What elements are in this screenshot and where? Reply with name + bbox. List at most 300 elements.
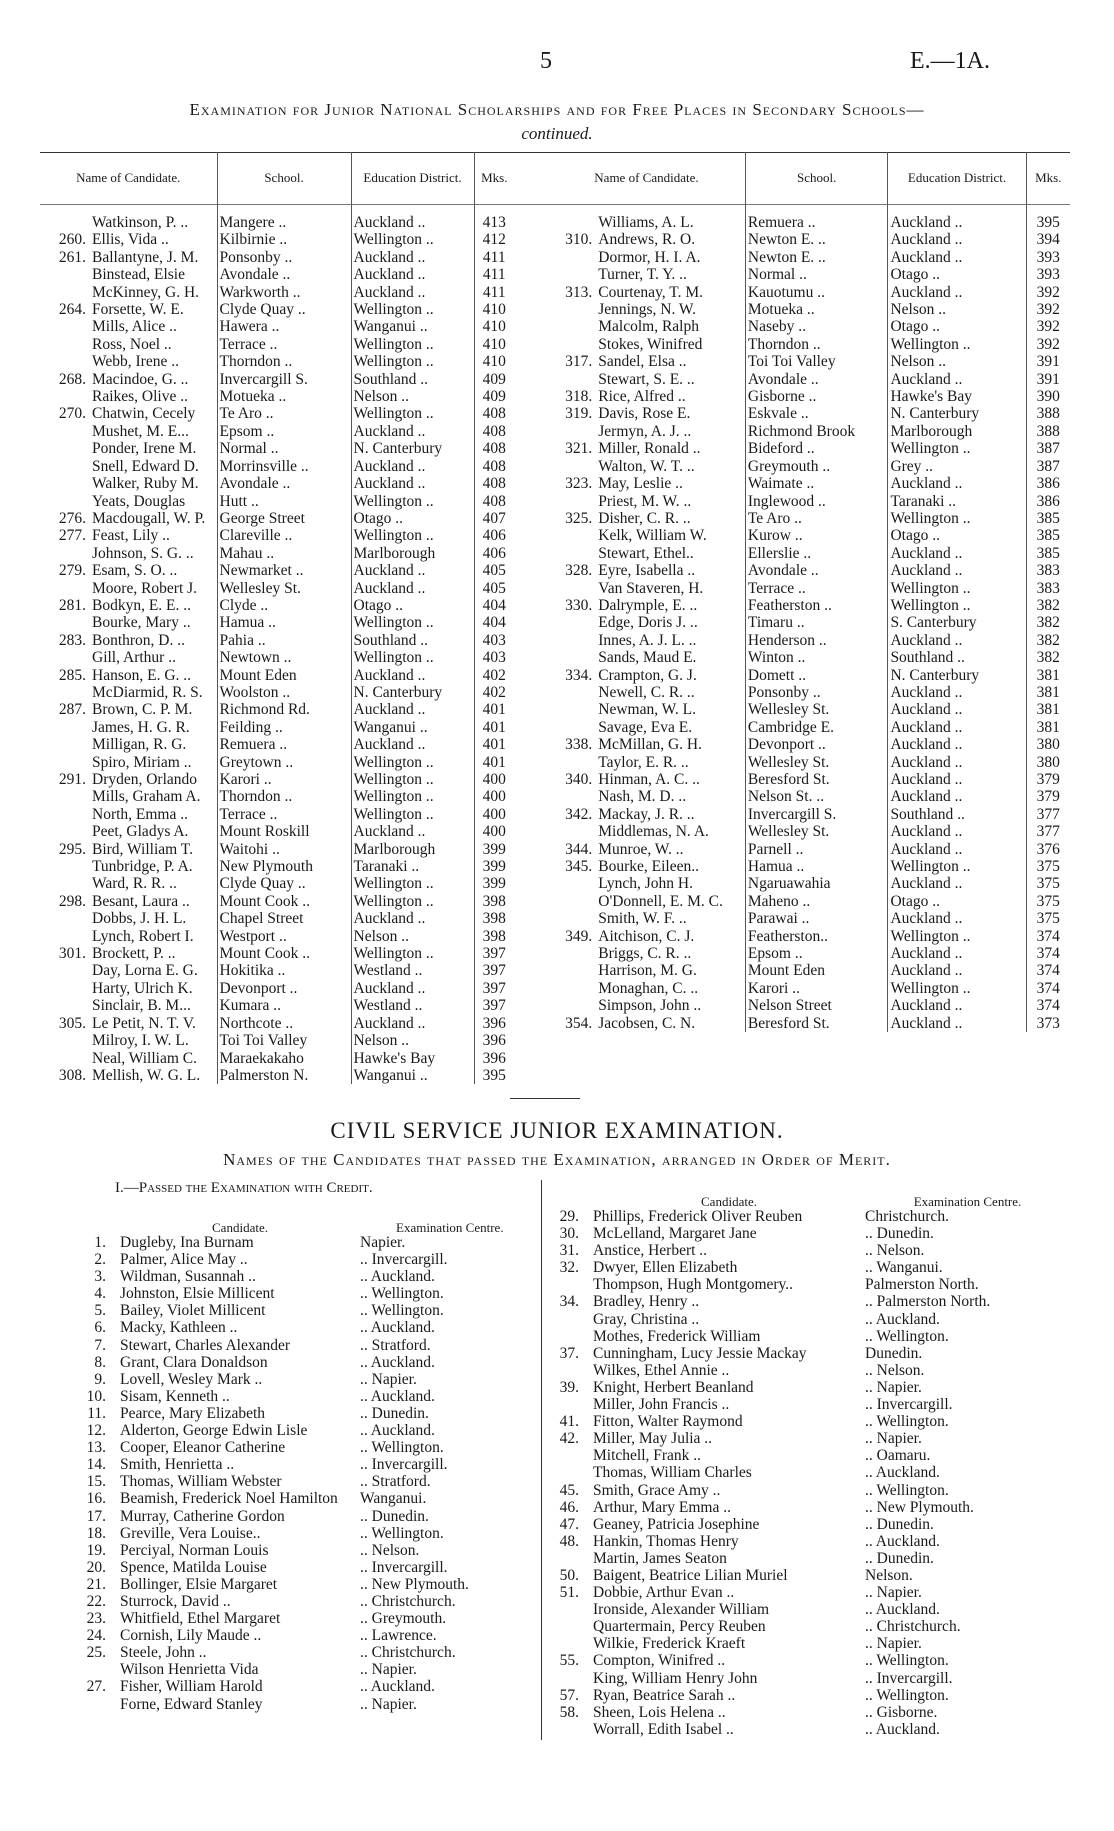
table-row	[548, 997, 1070, 1014]
candidate-name: Greville, Vera Louise..	[120, 1524, 261, 1542]
rank	[40, 440, 90, 457]
list-item	[60, 1285, 520, 1302]
school: Te Aro ..	[217, 405, 351, 422]
school: Wellesley St.	[217, 580, 351, 597]
table-row	[548, 266, 1070, 283]
candidate-name: Simpson, John ..	[596, 997, 745, 1014]
candidate-name: Brockett, P. ..	[90, 945, 217, 962]
marks: 404	[482, 614, 506, 632]
candidate-name: Anstice, Herbert ..	[593, 1242, 708, 1260]
table-header-row	[548, 152, 1070, 204]
candidate-name: Compton, Winifred ..	[593, 1652, 726, 1670]
marks: 376	[1036, 840, 1060, 858]
table-row	[548, 893, 1070, 910]
table-row	[548, 301, 1070, 318]
list-item	[545, 1618, 1070, 1635]
school: Beresford St.	[745, 1015, 888, 1032]
rank	[60, 1696, 120, 1713]
rank: 276.	[58, 509, 86, 527]
civil-list-left	[60, 1204, 520, 1713]
rank	[545, 1396, 593, 1413]
candidate-name: Steele, John ..	[120, 1644, 207, 1662]
district: Wellington ..	[351, 771, 474, 788]
rank	[545, 1670, 593, 1687]
candidate-name: Johnston, Elsie Millicent	[120, 1285, 275, 1303]
table-row	[548, 754, 1070, 771]
list-item	[545, 1345, 1070, 1362]
table-row	[548, 318, 1070, 335]
school: Thorndon ..	[217, 788, 351, 805]
rank: 55.	[559, 1652, 579, 1670]
school: Mangere ..	[217, 214, 351, 231]
marks: 381	[1036, 683, 1060, 701]
district: Otago ..	[888, 527, 1026, 544]
school: Chapel Street	[217, 910, 351, 927]
marks: 394	[1036, 231, 1060, 249]
examination-centre: .. Wellington.	[360, 1285, 444, 1303]
examination-centre: .. Auckland.	[865, 1310, 940, 1328]
list-item	[545, 1276, 1070, 1293]
candidate-name: Harty, Ulrich K.	[90, 980, 217, 997]
marks: 387	[1036, 457, 1060, 475]
district: Auckland ..	[351, 736, 474, 753]
rank: 310.	[565, 231, 593, 249]
table-row	[40, 980, 514, 997]
candidate-name: Crampton, G. J.	[596, 667, 745, 684]
marks: 377	[1036, 805, 1060, 823]
rank	[40, 493, 90, 510]
rank	[545, 1635, 593, 1652]
candidate-name: Wilson Henrietta Vida	[120, 1661, 259, 1679]
header-school: School.	[745, 152, 888, 204]
district: Auckland ..	[888, 562, 1026, 579]
rank	[40, 649, 90, 666]
district: Southland ..	[888, 649, 1026, 666]
candidate-name: Nash, M. D. ..	[596, 788, 745, 805]
page-number: 5	[540, 48, 552, 74]
school: Hamua ..	[745, 858, 888, 875]
rank: 16.	[86, 1490, 106, 1508]
marks: 408	[482, 405, 506, 423]
candidate-name: Mackay, J. R. ..	[596, 806, 745, 823]
candidate-name: Bourke, Mary ..	[90, 614, 217, 631]
table-row	[40, 788, 514, 805]
rank	[548, 980, 596, 997]
district: Wellington ..	[888, 510, 1026, 527]
rank: 277.	[58, 527, 86, 545]
candidate-name: Cooper, Eleanor Catherine	[120, 1439, 286, 1457]
marks: 406	[482, 544, 506, 562]
list-item	[60, 1644, 520, 1661]
marks: 391	[1036, 353, 1060, 371]
school: Motueka ..	[745, 301, 888, 318]
rank: 19.	[86, 1541, 106, 1559]
rank: 12.	[86, 1422, 106, 1440]
rank	[548, 493, 596, 510]
list-item	[60, 1354, 520, 1371]
marks: 393	[1036, 266, 1060, 284]
section-divider	[510, 1098, 580, 1099]
marks: 392	[1036, 318, 1060, 336]
rank	[40, 1050, 90, 1067]
table-row	[548, 823, 1070, 840]
marks: 380	[1036, 736, 1060, 754]
rank: 30.	[559, 1225, 579, 1243]
candidate-name: Macdougall, W. P.	[90, 510, 217, 527]
examination-centre: Napier.	[360, 1234, 406, 1251]
table-row	[548, 667, 1070, 684]
table-row	[40, 736, 514, 753]
marks: 386	[1036, 492, 1060, 510]
rank	[40, 336, 90, 353]
candidate-name: Bird, William T.	[90, 841, 217, 858]
examination-centre: .. Auckland.	[360, 1422, 435, 1440]
school: Newton E. ..	[745, 231, 888, 248]
rank	[548, 910, 596, 927]
rank: 4.	[94, 1285, 106, 1303]
examination-centre: .. Lawrence.	[360, 1627, 437, 1645]
rank: 342.	[565, 805, 593, 823]
school: Terrace ..	[217, 806, 351, 823]
candidate-name: Palmer, Alice May ..	[120, 1251, 248, 1269]
school: Newton E. ..	[745, 249, 888, 266]
district: Auckland ..	[888, 701, 1026, 718]
rank: 39.	[559, 1378, 579, 1396]
candidate-name: Spiro, Miriam ..	[90, 754, 217, 771]
candidate-name: Moore, Robert J.	[90, 580, 217, 597]
table-row	[548, 336, 1070, 353]
candidate-name: Miller, John Francis ..	[593, 1396, 730, 1414]
examination-centre: .. Invercargill.	[360, 1558, 448, 1576]
table-row	[40, 962, 514, 979]
district: Wellington ..	[351, 806, 474, 823]
marks: 381	[1036, 718, 1060, 736]
candidate-name: Forsette, W. E.	[90, 301, 217, 318]
rank	[548, 684, 596, 701]
candidate-name: McMillan, G. H.	[596, 736, 745, 753]
candidate-name: Walker, Ruby M.	[90, 475, 217, 492]
district: Wellington ..	[351, 336, 474, 353]
examination-centre: .. Dunedin.	[865, 1549, 934, 1567]
header-district: Education District.	[888, 152, 1026, 204]
table-row	[40, 423, 514, 440]
table-row	[40, 527, 514, 544]
candidate-name: Innes, A. J. L. ..	[596, 632, 745, 649]
rank	[548, 336, 596, 353]
examination-centre: .. Wellington.	[360, 1439, 444, 1457]
school: Avondale ..	[217, 266, 351, 283]
district: Wellington ..	[888, 440, 1026, 457]
school: Pahia ..	[217, 632, 351, 649]
district: Nelson ..	[351, 928, 474, 945]
examination-centre: .. Auckland.	[360, 1319, 435, 1337]
list-item	[60, 1610, 520, 1627]
candidate-name: Rice, Alfred ..	[596, 388, 745, 405]
marks: 374	[1036, 997, 1060, 1015]
school: Ellerslie ..	[745, 545, 888, 562]
school: Wellesley St.	[745, 754, 888, 771]
marks: 385	[1036, 544, 1060, 562]
candidate-name: Dugleby, Ina Burnam	[120, 1234, 254, 1251]
candidate-name: Beamish, Frederick Noel Hamilton	[120, 1490, 338, 1508]
district: Auckland ..	[351, 475, 474, 492]
rank: 313.	[565, 283, 593, 301]
scholarship-title: Examination for Junior National Scholarships and for Free Places in Secondary Schools—	[189, 100, 925, 119]
list-item	[545, 1550, 1070, 1567]
district: Wellington ..	[351, 754, 474, 771]
candidate-name: Smith, W. F. ..	[596, 910, 745, 927]
school: Warkworth ..	[217, 284, 351, 301]
school: George Street	[217, 510, 351, 527]
district: Otago ..	[888, 318, 1026, 335]
district: Wellington ..	[351, 945, 474, 962]
candidate-name: Ryan, Beatrice Sarah ..	[593, 1686, 736, 1704]
school: Avondale ..	[745, 371, 888, 388]
marks: 375	[1036, 858, 1060, 876]
table-row	[548, 701, 1070, 718]
examination-centre: .. Greymouth.	[360, 1610, 447, 1628]
marks: 398	[482, 910, 506, 928]
district: Auckland ..	[888, 684, 1026, 701]
district: Auckland ..	[351, 423, 474, 440]
rank	[40, 388, 90, 405]
table-row	[548, 249, 1070, 266]
table-row	[40, 719, 514, 736]
rank: 325.	[565, 509, 593, 527]
table-row	[40, 858, 514, 875]
district: Southland ..	[888, 806, 1026, 823]
rank	[548, 719, 596, 736]
list-item	[60, 1405, 520, 1422]
rank	[40, 284, 90, 301]
school: Parawai ..	[745, 910, 888, 927]
candidate-name: Mitchell, Frank ..	[593, 1447, 702, 1465]
section-heading: I.—Passed the Examination with Credit.	[115, 1180, 373, 1196]
table-row	[548, 858, 1070, 875]
marks: 375	[1036, 875, 1060, 893]
school: Thorndon ..	[217, 353, 351, 370]
table-row	[40, 771, 514, 788]
header-name: Name of Candidate.	[40, 152, 217, 204]
marks: 403	[482, 631, 506, 649]
district: Auckland ..	[888, 231, 1026, 248]
district: N. Canterbury	[888, 405, 1026, 422]
district: Taranaki ..	[351, 858, 474, 875]
rank: 268.	[58, 370, 86, 388]
marks: 408	[482, 422, 506, 440]
school: Henderson ..	[745, 632, 888, 649]
table-row	[40, 249, 514, 266]
table-row	[40, 510, 514, 527]
rank	[545, 1618, 593, 1635]
list-item	[545, 1396, 1070, 1413]
table-row	[40, 823, 514, 840]
district: Auckland ..	[351, 701, 474, 718]
candidate-name: Macindoe, G. ..	[90, 371, 217, 388]
table-row	[548, 423, 1070, 440]
marks: 396	[482, 1032, 506, 1050]
marks: 388	[1036, 422, 1060, 440]
list-item	[545, 1482, 1070, 1499]
school: Morrinsville ..	[217, 458, 351, 475]
rank: 321.	[565, 440, 593, 458]
school: Clyde Quay ..	[217, 875, 351, 892]
rank: 51.	[559, 1584, 579, 1602]
table-row	[40, 945, 514, 962]
table-row	[40, 754, 514, 771]
district: Marlborough	[351, 841, 474, 858]
examination-centre: .. Auckland.	[360, 1353, 435, 1371]
candidate-name: Alderton, George Edwin Lisle	[120, 1422, 308, 1440]
school: Te Aro ..	[745, 510, 888, 527]
candidate-name: Bourke, Eileen..	[596, 858, 745, 875]
list-item	[545, 1533, 1070, 1550]
list-item	[60, 1661, 520, 1678]
district: Wellington ..	[351, 493, 474, 510]
table-row	[548, 649, 1070, 666]
rank	[548, 893, 596, 910]
table-row	[548, 736, 1070, 753]
rank	[545, 1721, 593, 1738]
list-header-row	[60, 1204, 520, 1234]
examination-centre: .. Napier.	[865, 1584, 922, 1602]
school: Kurow ..	[745, 527, 888, 544]
school: Karori ..	[745, 980, 888, 997]
school: Toi Toi Valley	[217, 1032, 351, 1049]
examination-centre: .. Auckland.	[865, 1601, 940, 1619]
school: Greytown ..	[217, 754, 351, 771]
rank	[40, 353, 90, 370]
candidate-name: Mothes, Frederick William	[593, 1327, 761, 1345]
list-item	[60, 1302, 520, 1319]
marks: 405	[482, 562, 506, 580]
district: Wellington ..	[351, 875, 474, 892]
school: Avondale ..	[745, 562, 888, 579]
marks: 400	[482, 805, 506, 823]
scholarship-table-left	[40, 152, 514, 1084]
table-row	[548, 614, 1070, 631]
marks: 396	[482, 1049, 506, 1067]
district: Auckland ..	[351, 458, 474, 475]
school: Richmond Rd.	[217, 701, 351, 718]
candidate-name: Lynch, Robert I.	[90, 928, 217, 945]
marks: 401	[482, 718, 506, 736]
candidate-name: Ironside, Alexander William	[593, 1601, 770, 1619]
marks: 412	[482, 231, 506, 249]
district: Nelson ..	[888, 353, 1026, 370]
rank: 283.	[58, 631, 86, 649]
candidate-name: Aitchison, C. J.	[596, 928, 745, 945]
district: Auckland ..	[888, 875, 1026, 892]
school: Invercargill S.	[745, 806, 888, 823]
table-row	[548, 493, 1070, 510]
marks: 396	[482, 1014, 506, 1032]
marks: 399	[482, 875, 506, 893]
candidate-name: Fisher, William Harold	[120, 1678, 263, 1696]
table-row	[40, 353, 514, 370]
district: Wellington ..	[351, 231, 474, 248]
table-row	[548, 1015, 1070, 1032]
examination-centre: .. Wellington.	[865, 1327, 949, 1345]
candidate-name: Snell, Edward D.	[90, 458, 217, 475]
district: Auckland ..	[351, 667, 474, 684]
list-item	[60, 1593, 520, 1610]
list-item	[545, 1584, 1070, 1601]
list-item	[60, 1439, 520, 1456]
district: Auckland ..	[351, 214, 474, 231]
candidate-name: Dalrymple, E. ..	[596, 597, 745, 614]
candidate-name: Sands, Maud E.	[596, 649, 745, 666]
rank	[40, 788, 90, 805]
list-item	[545, 1430, 1070, 1447]
table-row	[40, 597, 514, 614]
marks: 408	[482, 440, 506, 458]
candidate-name: Stokes, Winifred	[596, 336, 745, 353]
list-item	[60, 1490, 520, 1507]
candidate-name: Lovell, Wesley Mark ..	[120, 1370, 263, 1388]
candidate-name: Grant, Clara Donaldson	[120, 1353, 268, 1371]
candidate-name: Monaghan, C. ..	[596, 980, 745, 997]
district: Wellington ..	[351, 614, 474, 631]
candidate-name: Dwyer, Ellen Elizabeth	[593, 1259, 738, 1277]
list-item	[60, 1627, 520, 1644]
marks: 411	[482, 283, 506, 301]
candidate-name: Knight, Herbert Beanland	[593, 1378, 754, 1396]
marks: 398	[482, 892, 506, 910]
candidate-name: Cornish, Lily Maude ..	[120, 1627, 262, 1645]
marks: 374	[1036, 945, 1060, 963]
header-name: Name of Candidate.	[548, 152, 745, 204]
school: Westport ..	[217, 928, 351, 945]
marks: 401	[482, 753, 506, 771]
list-item	[60, 1337, 520, 1354]
marks: 408	[482, 492, 506, 510]
candidate-name: Milligan, R. G.	[90, 736, 217, 753]
table-row	[548, 580, 1070, 597]
marks: 385	[1036, 509, 1060, 527]
table-row	[40, 458, 514, 475]
table-row	[548, 632, 1070, 649]
district: Auckland ..	[888, 249, 1026, 266]
list-item	[60, 1678, 520, 1695]
school: Hokitika ..	[217, 962, 351, 979]
candidate-name: Forne, Edward Stanley	[120, 1695, 263, 1713]
table-row	[40, 388, 514, 405]
school: Northcote ..	[217, 1015, 351, 1032]
district: Wellington ..	[351, 301, 474, 318]
marks: 395	[1036, 214, 1060, 231]
rank: 328.	[565, 562, 593, 580]
candidate-name: Brown, C. P. M.	[90, 701, 217, 718]
marks: 400	[482, 823, 506, 841]
rank	[60, 1661, 120, 1678]
table-row	[548, 371, 1070, 388]
examination-centre: Nelson.	[865, 1566, 913, 1584]
school: Clyde ..	[217, 597, 351, 614]
scholarship-table-right	[548, 152, 1070, 1032]
rank	[40, 214, 90, 231]
school: Feilding ..	[217, 719, 351, 736]
candidate-name: Hankin, Thomas Henry	[593, 1532, 739, 1550]
table-row	[40, 284, 514, 301]
district: Auckland ..	[351, 910, 474, 927]
rank: 48.	[559, 1532, 579, 1550]
school: Epsom ..	[217, 423, 351, 440]
civil-service-subtitle: Names of the Candidates that passed the Examination, arranged in Order of Merit.	[223, 1150, 891, 1169]
candidate-name: Malcolm, Ralph	[596, 318, 745, 335]
district: Hawke's Bay	[351, 1050, 474, 1067]
examination-centre: Palmerston North.	[865, 1276, 979, 1294]
